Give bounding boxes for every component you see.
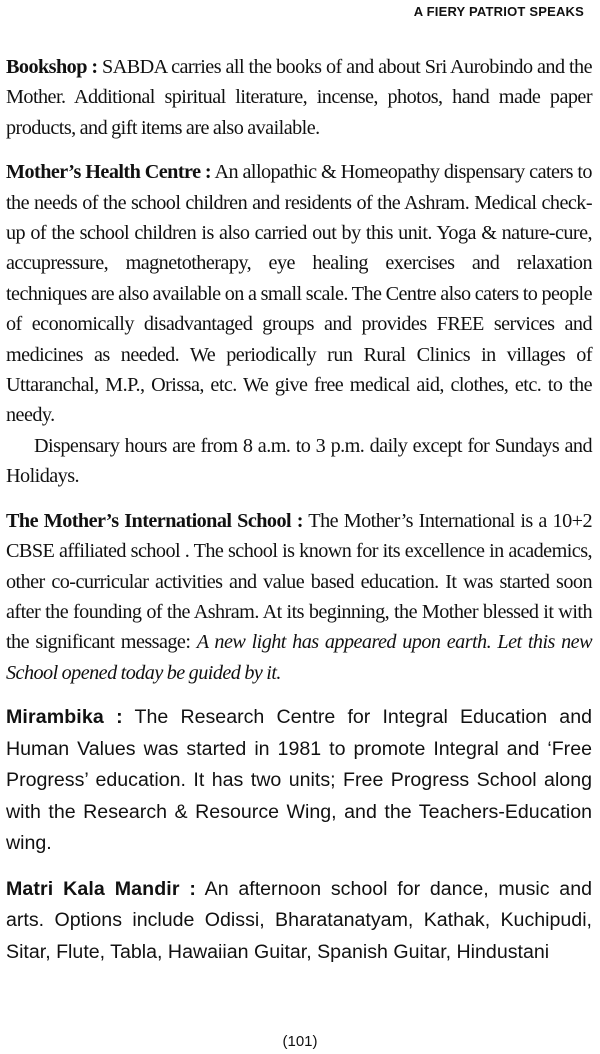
section-body: SABDA carries all the books of and about Sri Aurobindo and the Mother. Additional spiritual literature, incense, photos, hand made paper products, and gift items are also available. [6, 56, 592, 139]
section-term: Mother’s Health Centre : [6, 161, 212, 184]
section-body: An afternoon school for dance, music and arts. Options include Odissi, Bharatanatyam, Kathak, Kuchipudi, Sitar, Flute, Tabla, Hawaiian Guitar, Spanish Guitar, Hindustani [6, 877, 592, 963]
page-body [6, 52, 592, 982]
section-bookshop [6, 52, 592, 143]
running-head: A FIERY PATRIOT SPEAKS [413, 4, 584, 19]
section-health-centre [6, 157, 592, 491]
section-term: The Mother’s International School : [6, 509, 303, 532]
section-matri-kala-mandir [6, 874, 592, 969]
section-term: Mirambika : [6, 706, 123, 729]
section-term: Matri Kala Mandir : [6, 877, 197, 900]
section-body: The Mother’s International is a 10+2 CBSE affiliated school . The school is known for its excellence in academics, other co-curricular activities and value based education. It was started soon after the founding of the Ashram. At its beginning, the Mother blessed it with the significant message: [6, 509, 592, 654]
section-extra: Dispensary hours are from 8 a.m. to 3 p.m. daily except for Sundays and Holidays. [6, 434, 592, 488]
section-quote: A new light has appeared upon earth. Let this new School opened today be guided by it. [6, 631, 592, 684]
section-international-school [6, 506, 592, 688]
section-body: An allopathic & Homeopathy dispensary caters to the needs of the school children and residents of the Ashram. Medical check-up of the school children is also carried out by this unit. Yoga & nature-cure, accupressure, magnetotherapy, eye healing exercises and relaxation techniques are also available on a small scale. The Centre also caters to people of economically disadvantaged groups and provides FREE services and medicines as needed. We periodically run Rural Clinics in villages of Uttaranchal, M.P., Orissa, etc. We give free medical aid, clothes, etc. to the needy. [6, 161, 592, 427]
section-term: Bookshop : [6, 56, 98, 78]
page-number: (101) [282, 1033, 318, 1050]
section-body: The Research Centre for Integral Education and Human Values was started in 1981 to promote Integral and ‘Free Progress’ education. It has two units; Free Progress School along with the Research & Resource Wing, and the Teachers-Education wing. [6, 706, 592, 855]
section-mirambika [6, 702, 592, 860]
